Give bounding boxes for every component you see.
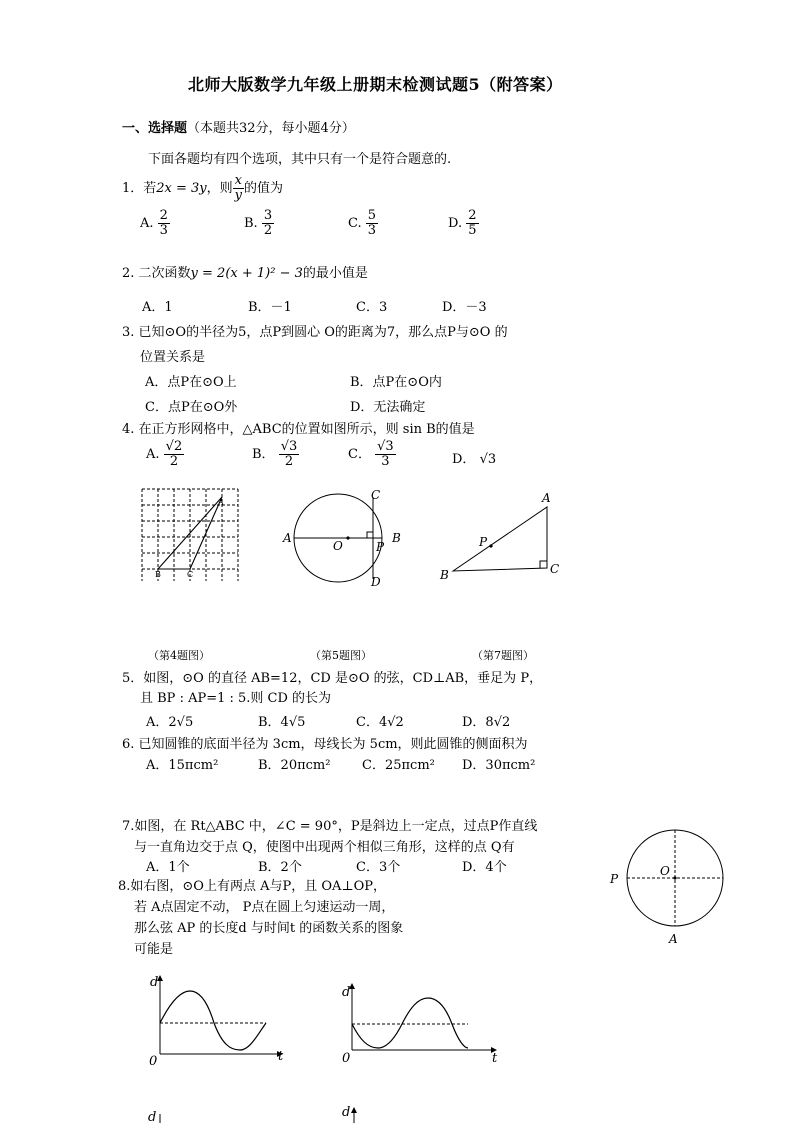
q5-option-d[interactable]: D．8√2	[462, 715, 511, 730]
q4-stem: 4. 在正方形网格中，△ABC的位置如图所示，则 sin B的值是	[122, 422, 475, 437]
q6-option-c[interactable]: C．25πcm²	[362, 758, 435, 773]
frac-num: √3	[280, 439, 298, 454]
q2-stem-b: 的最小值是	[302, 266, 368, 281]
section-note: （本题共32分，每小题4分）	[187, 121, 355, 136]
point-p	[489, 544, 492, 547]
frac-den: 2	[263, 223, 273, 238]
graph-option-b	[338, 980, 508, 1070]
q8-line2: 若 A点固定不动， P点在圆上匀速运动一周，	[134, 900, 395, 915]
option-label: A.	[140, 216, 154, 231]
center-dot	[673, 876, 676, 879]
q4-option-c[interactable]	[348, 440, 396, 469]
option-label: C．	[348, 447, 371, 462]
caption-fig4: （第4题图）	[148, 649, 210, 662]
frac-den: 5	[468, 223, 477, 238]
origin-label: 0	[149, 1054, 158, 1069]
q8-line3: 那么弦 AP 的长度d 与时间t 的函数关系的图象	[134, 921, 404, 936]
q2-option-d[interactable]: D．－3	[442, 300, 487, 315]
frac-num: 2	[468, 208, 477, 223]
q1-option-c[interactable]	[348, 209, 378, 238]
fig5-label-c: C	[371, 488, 381, 502]
frac-den: 3	[367, 223, 377, 238]
axis-y-label: d	[342, 1105, 351, 1120]
section-heading-label: 一、选择题	[122, 121, 188, 136]
fig8-label-p: P	[610, 872, 619, 886]
origin-label: 0	[342, 1051, 351, 1066]
fig5-label-b: B	[392, 531, 401, 545]
q1-equation: 2x = 3y	[156, 181, 207, 196]
axis-y-label: d	[150, 975, 159, 990]
q6-option-d[interactable]: D．30πcm²	[462, 758, 536, 773]
q1-stem-c: 的值为	[244, 181, 284, 196]
figure-5-circle	[280, 485, 410, 595]
q2-option-c[interactable]: C．3	[356, 300, 388, 315]
q7-line1: 7.如图，在 Rt△ABC 中，∠C = 90°，P是斜边上一定点，过点P作直线	[122, 819, 538, 834]
option-fraction	[164, 440, 185, 469]
q1-frac-den: y	[234, 188, 243, 203]
option-fraction	[262, 209, 274, 238]
question-1	[122, 174, 283, 203]
fig4-label-b: B	[155, 570, 161, 579]
curve	[352, 998, 468, 1048]
q2-option-b[interactable]: B．－1	[248, 300, 292, 315]
section-instruction: 下面各题均有四个选项，其中只有一个是符合题意的.	[148, 152, 452, 167]
fig7-label-c: C	[550, 562, 560, 576]
figure-4-grid	[138, 485, 243, 585]
right-angle-mark	[540, 561, 547, 568]
q1-frac-num: x	[233, 174, 244, 189]
graph-option-d-partial	[340, 1102, 370, 1123]
q6-option-b[interactable]: B．20πcm²	[258, 758, 331, 773]
caption-fig5: （第5题图）	[310, 649, 372, 662]
right-angle-mark	[367, 532, 373, 538]
q6-option-a[interactable]: A．15πcm²	[146, 758, 219, 773]
q1-fraction	[233, 174, 244, 203]
section-heading	[122, 117, 355, 136]
option-label: A.	[146, 447, 160, 462]
option-label: D.	[448, 216, 463, 231]
fig7-label-a: A	[542, 491, 551, 505]
option-fraction	[279, 440, 300, 469]
axis-y-label: d	[148, 1110, 157, 1123]
frac-den: 2	[284, 454, 294, 469]
frac-num: 5	[367, 208, 377, 223]
page-title: 北师大版数学九年级上册期末检测试题5（附答案）	[188, 75, 563, 94]
option-label: D．	[452, 452, 476, 467]
q4-option-d[interactable]	[452, 448, 496, 467]
q8-line4: 可能是	[134, 942, 174, 957]
q1-option-b[interactable]	[244, 209, 274, 238]
question-2	[122, 262, 368, 281]
q2-option-a[interactable]: A．1	[142, 300, 173, 315]
q2-stem-a: 2. 二次函数	[122, 266, 191, 281]
q4-option-b[interactable]	[252, 440, 299, 469]
fig5-label-p: P	[376, 540, 385, 554]
option-label: B．	[252, 447, 275, 462]
q5-line2: 且 BP : AP=1 : 5.则 CD 的长为	[140, 691, 332, 706]
q5-line1: 5．如图，⊙O 的直径 AB=12，CD 是⊙O 的弦，CD⊥AB，垂足为 P，	[122, 671, 543, 686]
q4-option-a[interactable]	[146, 440, 184, 469]
frac-num: √3	[377, 439, 394, 454]
q3-line1: 3. 已知⊙O的半径为5，点P到圆心 O的距离为7，那么点P与⊙O 的	[122, 325, 508, 340]
center-dot	[346, 536, 349, 539]
axis-x-label: t	[492, 1051, 498, 1066]
fig4-label-a: A	[218, 498, 224, 507]
q5-option-b[interactable]: B．4√5	[258, 715, 306, 730]
q8-line1: 8.如右图，⊙O上有两点 A与P，且 OA⊥OP，	[118, 879, 387, 894]
option-label: C.	[348, 216, 362, 231]
caption-fig7: （第7题图）	[472, 649, 534, 662]
q3-line2: 位置关系是	[140, 350, 206, 365]
fig8-label-a: A	[669, 932, 678, 946]
q3-option-a[interactable]: A．点P在⊙O上	[145, 375, 237, 390]
frac-den: 3	[159, 223, 168, 238]
q3-option-c[interactable]: C．点P在⊙O外	[145, 400, 238, 415]
frac-num: √2	[165, 439, 183, 454]
fig5-label-o: O	[333, 539, 343, 553]
q6-line1: 6. 已知圆锥的底面半径为 3cm，母线长为 5cm，则此圆锥的侧面积为	[122, 737, 528, 752]
option-fraction	[375, 440, 396, 469]
fig5-label-d: D	[371, 575, 381, 589]
fig4-label-c: C	[187, 570, 194, 579]
q1-option-a[interactable]	[140, 209, 170, 238]
fig7-label-b: B	[440, 568, 449, 582]
option-fraction	[466, 209, 478, 238]
q7-option-b[interactable]: B．2个	[258, 860, 302, 875]
option-fraction	[158, 209, 170, 238]
graph-option-a	[146, 972, 296, 1067]
q7-line2: 与一直角边交于点 Q，使图中出现两个相似三角形，这样的点 Q有	[134, 840, 515, 855]
q7-option-a[interactable]: A．1个	[146, 860, 190, 875]
graph-option-c-partial	[146, 1108, 176, 1123]
curve	[160, 991, 266, 1050]
axis-x-label: t	[278, 1049, 284, 1064]
frac-den: 3	[381, 454, 390, 469]
q2-equation: y = 2(x + 1)² − 3	[190, 266, 303, 281]
q7-option-c[interactable]: C．3个	[356, 860, 401, 875]
triangle-abc	[453, 507, 547, 571]
fig8-label-o: O	[660, 864, 670, 878]
q1-stem-a: 1．若	[122, 181, 157, 196]
triangle-abc	[158, 497, 222, 569]
option-fraction	[366, 209, 378, 238]
option-value: √3	[479, 452, 497, 467]
figure-8-circle	[606, 822, 736, 952]
q3-option-d[interactable]: D．无法确定	[350, 400, 426, 415]
figure-7-triangle	[436, 487, 566, 587]
frac-num: 3	[263, 208, 273, 223]
fig5-label-a: A	[283, 531, 292, 545]
q1-option-d[interactable]	[448, 209, 479, 238]
option-label: B.	[244, 216, 258, 231]
frac-den: 2	[169, 454, 179, 469]
axis-y-label: d	[342, 985, 351, 1000]
frac-num: 2	[159, 208, 168, 223]
q5-option-c[interactable]: C．4√2	[356, 715, 404, 730]
q3-option-b[interactable]: B．点P在⊙O内	[350, 375, 442, 390]
fig7-label-p: P	[479, 535, 488, 549]
q7-option-d[interactable]: D．4个	[462, 860, 507, 875]
q5-option-a[interactable]: A．2√5	[146, 715, 194, 730]
q1-stem-b: ，则	[206, 181, 233, 196]
